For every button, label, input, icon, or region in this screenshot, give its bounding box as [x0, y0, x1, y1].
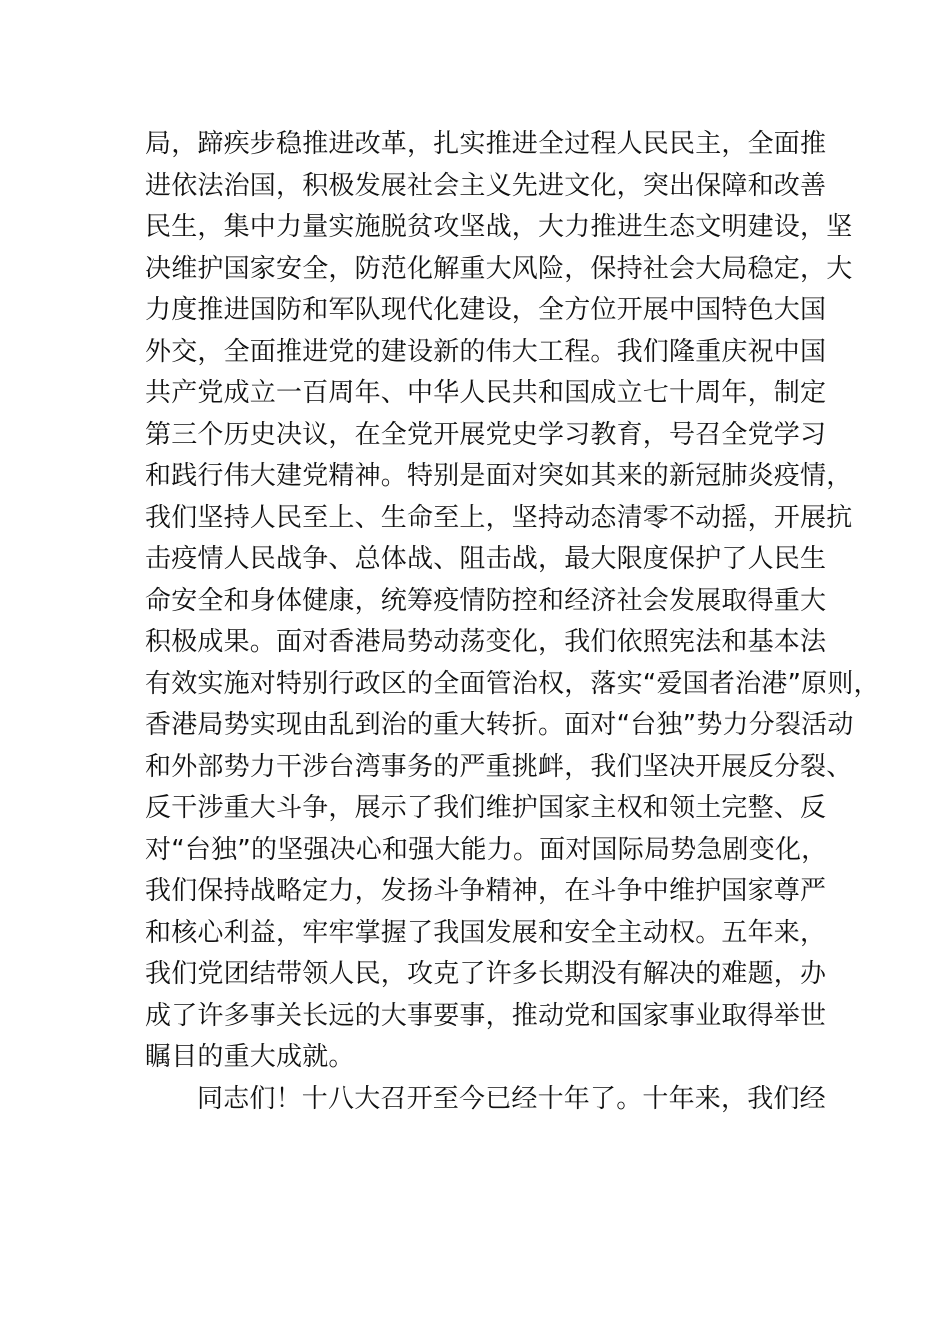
body-text: [145, 124, 880, 1120]
text-line: 命安全和身体健康，统筹疫情防控和经济社会发展取得重大: [145, 585, 827, 616]
text-line: 香港局势实现由乱到治的重大转折。面对“台独”势力分裂活动: [145, 710, 854, 740]
text-line: 进依法治国，积极发展社会主义先进文化，突出保障和改善: [145, 170, 827, 201]
text-line: 成了许多事关长远的大事要事，推动党和国家事业取得举世: [145, 1000, 827, 1031]
text-line: 我们党团结带领人民，攻克了许多长期没有解决的难题，办: [145, 959, 827, 989]
text-line: 力度推进国防和军队现代化建设，全方位开展中国特色大国: [145, 295, 827, 325]
text-line: 和外部势力干涉台湾事务的严重挑衅，我们坚决开展反分裂、: [145, 751, 853, 782]
text-line: 击疫情人民战争、总体战、阻击战，最大限度保护了人民生: [145, 544, 827, 574]
text-line: 对“台独”的坚强决心和强大能力。面对国际局势急剧变化，: [145, 834, 828, 865]
text-line: 和践行伟大建党精神。特别是面对突如其来的新冠肺炎疫情，: [145, 461, 853, 491]
text-line: 第三个历史决议，在全党开展党史学习教育，号召全党学习: [145, 419, 827, 450]
text-line: 共产党成立一百周年、中华人民共和国成立七十周年，制定: [145, 378, 827, 408]
text-line: 和核心利益，牢牢掌握了我国发展和安全主动权。五年来，: [145, 917, 827, 948]
text-line: 瞩目的重大成就。: [145, 1042, 355, 1072]
text-line: 外交，全面推进党的建设新的伟大工程。我们隆重庆祝中国: [145, 336, 827, 367]
text-line: 民生，集中力量实施脱贫攻坚战，大力推进生态文明建设，坚: [145, 212, 853, 242]
paragraph-start-line: 同志们！十八大召开至今已经十年了。十年来，我们经: [197, 1083, 826, 1114]
text-line: 我们保持战略定力，发扬斗争精神，在斗争中维护国家尊严: [145, 876, 827, 906]
text-line: 反干涉重大斗争，展示了我们维护国家主权和领土完整、反: [145, 793, 827, 823]
text-line: 积极成果。面对香港局势动荡变化，我们依照宪法和基本法: [145, 627, 827, 657]
text-line: 局，蹄疾步稳推进改革，扎实推进全过程人民民主，全面推: [145, 129, 827, 159]
text-line: 有效实施对特别行政区的全面管治权，落实“爱国者治港”原则，: [145, 668, 880, 699]
text-line: 我们坚持人民至上、生命至上，坚持动态清零不动摇，开展抗: [145, 502, 853, 533]
text-line: 决维护国家安全，防范化解重大风险，保持社会大局稳定，大: [145, 253, 853, 284]
